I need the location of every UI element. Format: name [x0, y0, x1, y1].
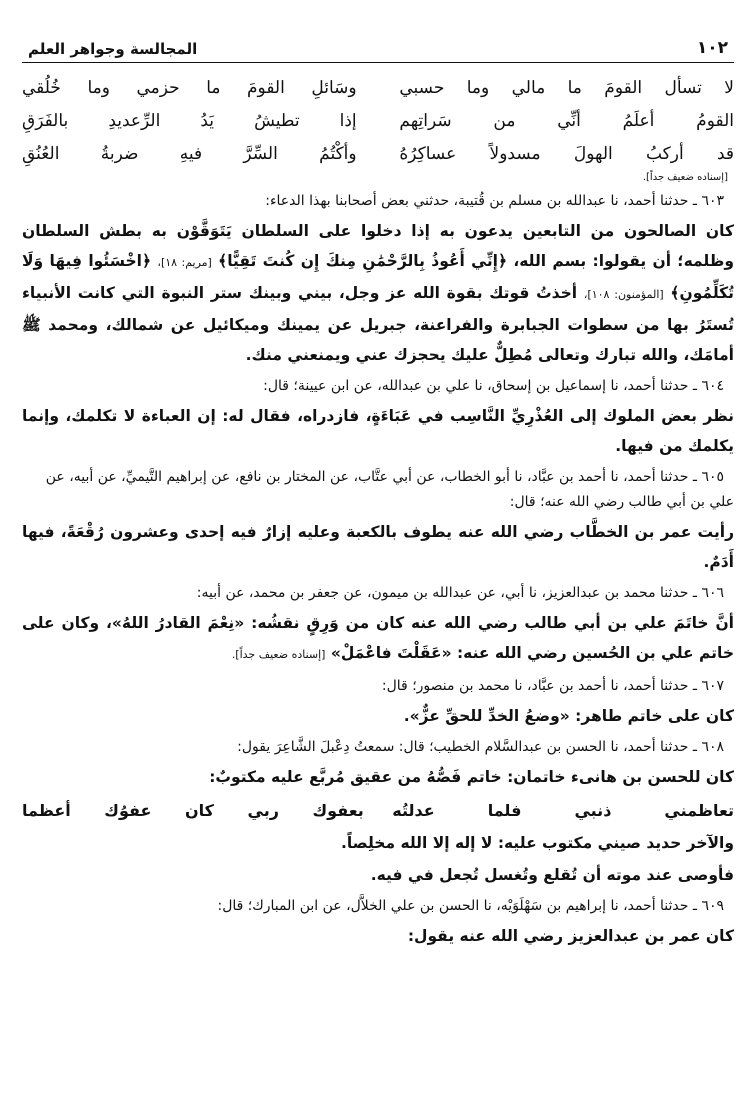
book-title: المجالسة وجواهر العلم	[28, 40, 198, 58]
hadith-607-text: كان على خاتم طاهر: «وضعُ الخدِّ للحقِّ عزٌّ».	[403, 707, 734, 725]
hadith-608-text-3: فأوصى عند موته أن تُقلع وتُغسل تُجعل في فيه.	[370, 866, 734, 884]
quran-citation: [مريم: ١٨]،	[157, 256, 212, 269]
hadith-603-text	[22, 216, 734, 370]
verse-second-hemistich: بعفوك ربي كان عفوُك أعظما	[22, 800, 364, 820]
hadith-609-isnad: ٦٠٩ ـ حدثنا أحمد، نا إبراهيم بن سَهْلَوَيْه، نا الحسن بن علي الخلاَّل، عن ابن المبارك؛ قال:	[217, 898, 724, 914]
hadith-603-isnad: ٦٠٣ ـ حدثنا أحمد، نا عبدالله بن مسلم بن قُتيبة، حدثني بعض أصحابنا بهذا الدعاء:	[265, 193, 724, 209]
poem-verse	[22, 71, 734, 104]
hadith-605-text: رأيت عمر بن الخطَّاب رضي الله عنه يطوف بالكعبة وعليه إزارٌ فيه إحدى وعشرون رُقْعَةً، فيها أَدَمٌ.	[22, 523, 734, 571]
hadith-603-text-part3: أخذتُ قوتك بقوة الله عز وجل، بيني وبينك ستر النبوة التي كانت الأنبياء تُستَرُ بها من سطوات الجبابرة والفراعنة، جبريل عن يمينك وميكائيل عن شمالك، ومحمد ﷺ أمامَك، والله تبارك وتعالى مُطِلٌّ عليك يحجزك عني ويمنعني منك.	[22, 284, 734, 364]
verse-first-hemistich: قد أركبُ الهولَ مسدولاً عساكِرُهُ	[399, 143, 734, 164]
hadith-608-text: كان للحسن بن هانىء خاتمان: خاتم فَصُّهُ من عقيق مُربَّع عليه مكتوبٌ:	[209, 768, 734, 786]
hadith-604-text: نظر بعض الملوك إلى العُذْرِيِّ النَّاسِب في عَبَاءَةٍ، فازدراه، فقال له: إن العباءة لا تكلمك، وإنما يكلمك من فيها.	[22, 407, 734, 455]
book-page	[22, 38, 734, 953]
chain-grade-note: [إسناده ضعيف جداً].	[231, 648, 326, 661]
verse-first-hemistich: تعاظمني ذنبي فلما عدلتُه	[392, 800, 734, 820]
hadith-606-text	[22, 608, 734, 670]
verse-second-hemistich: وأكْتُمُ السِّرَّ فيهِ ضربةُ العُنُقِ	[22, 143, 357, 164]
hadith-608-text-2: والآخر حديد صيني مكتوب عليه: لا إله إلا الله مخلِصاً.	[340, 834, 734, 852]
verse-first-hemistich: القومُ أعلَمُ أنِّي من سَراتِهم	[399, 110, 734, 131]
hadith-607-isnad: ٦٠٧ ـ حدثنا أحمد، نا أحمد بن عبَّاد، نا محمد بن منصور؛ قال:	[381, 678, 724, 694]
chain-grade-note: [إسناده ضعيف جداً].	[642, 172, 728, 183]
hadith-606-isnad: ٦٠٦ ـ حدثنا محمد بن عبدالعزيز، نا أبي، عن عبدالله بن ميمون، عن جعفر بن محمد، عن أبيه:	[196, 585, 724, 601]
hadith-604-isnad: ٦٠٤ ـ حدثنا أحمد، نا إسماعيل بن إسحاق، نا علي بن عبدالله، عن ابن عيينة؛ قال:	[263, 378, 724, 394]
ring-inscription-verse	[22, 794, 734, 826]
verse-second-hemistich: وسَائلِ القومَ ما حزمي وما خُلُقي	[22, 77, 357, 98]
verse-second-hemistich: إذا تطيشُ يَدُ الرِّعديدِ بالفَرَقِ	[22, 110, 357, 131]
poem-verse	[22, 137, 734, 170]
page-number: ١٠٢	[696, 38, 728, 58]
hadith-609-text: كان عمر بن عبدالعزيز رضي الله عنه يقول:	[407, 927, 734, 945]
hadith-603-text-part1: كان الصالحون من التابعين يدعون به إذا دخلوا على السلطان يَتَوَقَّوْن به بطش السلطان وظلمه؛ أن يقولوا: بسم الله، ﴿إِنِّي أَعُوذُ بِالرَّحْمَٰنِ مِنكَ إِن كُنتَ تَقِيًّا﴾	[22, 222, 734, 270]
hadith-608-isnad: ٦٠٨ ـ حدثنا أحمد، نا الحسن بن عبدالسَّلام الخطيب؛ قال: سمعتُ دِعْبلَ الشَّاعِرَ يقول:	[237, 739, 724, 755]
hadith-605-isnad: ٦٠٥ ـ حدثنا أحمد، نا أحمد بن عبَّاد، نا أبو الخطاب، عن أبي عتَّاب، عن المختار بن نافع، عن إبراهيم التَّيميِّ، عن أبيه، عن علي بن أبي طالب رضي الله عنه؛ قال:	[45, 469, 734, 510]
quran-citation: [المؤمنون: ١٠٨]،	[583, 288, 664, 301]
hadith-603-text-part2: ﴿اخْسَئُوا فِيهَا وَلَا تُكَلِّمُونِ﴾	[22, 252, 734, 302]
hadith-606-text-body: أنَّ خاتَمَ علي بن أبي طالب رضي الله عنه كان من وَرِقٍ نقشُه: «نِعْمَ القادرُ اللهُ»، وكان على خاتم علي بن الحُسين رضي الله عنه: «عَقَلْتَ فاعْمَلْ»	[22, 614, 734, 662]
page-header	[22, 38, 734, 63]
verse-first-hemistich: لا تسأل القومَ ما مالي وما حسبي	[399, 77, 734, 98]
poem	[22, 71, 734, 170]
poem-verse	[22, 104, 734, 137]
